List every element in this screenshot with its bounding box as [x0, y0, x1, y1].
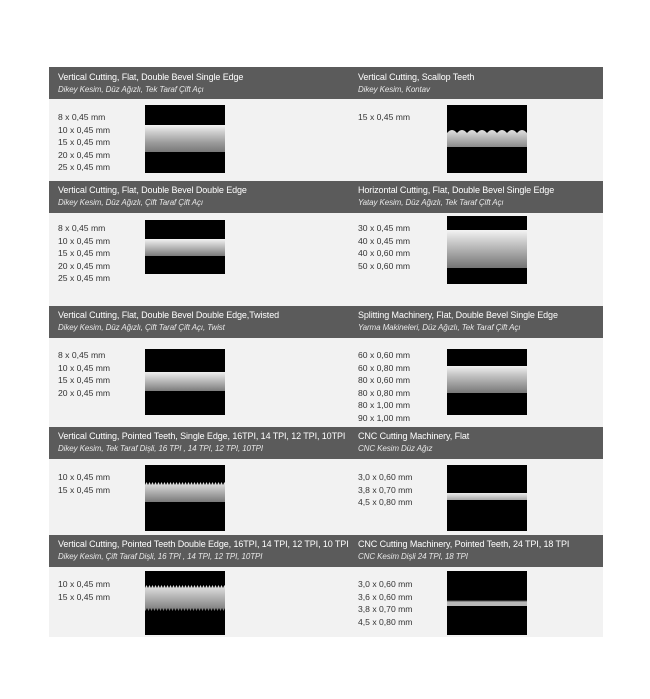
section-subtitle: Dikey Kesim, Düz Ağızlı, Çift Taraf Çift Açı, Twist	[58, 323, 225, 332]
size-item: 3,0 x 0,60 mm	[358, 579, 413, 589]
blade-strip	[145, 125, 225, 152]
size-item: 10 x 0,45 mm	[58, 579, 111, 589]
size-item: 4,5 x 0,80 mm	[358, 497, 413, 508]
section-title: Vertical Cutting, Scallop Teeth	[358, 72, 475, 82]
blade-image	[447, 465, 527, 531]
section-subtitle: Dikey Kesim, Düz Ağızlı, Çift Taraf Çift Açı	[58, 198, 203, 207]
blade-image	[145, 465, 225, 531]
size-list	[58, 111, 110, 174]
size-item: 3,6 x 0,60 mm	[358, 591, 413, 602]
section-subtitle: CNC Kesim Dişli 24 TPI, 18 TPI	[358, 552, 468, 561]
toothed-blade	[145, 465, 225, 531]
size-list	[58, 578, 110, 603]
size-item: 3,8 x 0,70 mm	[358, 604, 413, 615]
toothed-blade	[145, 571, 225, 635]
section-subtitle: CNC Kesim Düz Ağız	[358, 444, 433, 453]
size-item: 25 x 0,45 mm	[58, 273, 111, 284]
blade-strip	[447, 230, 527, 268]
section-title: Vertical Cutting, Pointed Teeth, Single Edge, 16TPI, 14 TPI, 12 TPI, 10TPI	[58, 431, 346, 441]
size-item: 30 x 0,45 mm	[358, 223, 411, 233]
scallop-blade	[447, 105, 527, 173]
blade-strip	[145, 372, 225, 391]
size-item: 10 x 0,45 mm	[58, 472, 111, 482]
size-item: 8 x 0,45 mm	[58, 112, 106, 122]
blade-image	[145, 220, 225, 274]
size-item: 15 x 0,45 mm	[58, 375, 111, 386]
size-item: 15 x 0,45 mm	[58, 248, 111, 259]
size-item: 80 x 0,60 mm	[358, 375, 411, 386]
blade-strip	[447, 493, 527, 500]
size-item: 20 x 0,45 mm	[58, 387, 111, 398]
size-item: 20 x 0,45 mm	[58, 260, 111, 271]
size-item: 60 x 0,60 mm	[358, 350, 411, 360]
size-item: 40 x 0,60 mm	[358, 248, 411, 259]
size-item: 60 x 0,80 mm	[358, 362, 411, 373]
size-item: 25 x 0,45 mm	[58, 162, 111, 173]
blade-image	[447, 105, 527, 173]
section-title: Vertical Cutting, Flat, Double Bevel Single Edge	[58, 72, 244, 82]
size-item: 4,5 x 0,80 mm	[358, 616, 413, 627]
size-item: 15 x 0,45 mm	[58, 484, 111, 495]
blade-image	[145, 349, 225, 415]
section-subtitle: Yatay Kesim, Düz Ağızlı, Tek Taraf Çift Açı	[358, 198, 504, 207]
section-subtitle: Dikey Kesim, Kontav	[358, 85, 430, 94]
size-item: 15 x 0,45 mm	[358, 112, 411, 122]
size-item: 8 x 0,45 mm	[58, 223, 106, 233]
size-item: 10 x 0,45 mm	[58, 124, 111, 135]
section-title: Vertical Cutting, Flat, Double Bevel Double Edge	[58, 185, 247, 195]
size-item: 8 x 0,45 mm	[58, 350, 106, 360]
section-title: Splitting Machinery, Flat, Double Bevel Single Edge	[358, 310, 558, 320]
section-subtitle: Dikey Kesim, Çift Taraf Dişli, 16 TPI , 14 TPI, 12 TPI, 10TPI	[58, 552, 263, 561]
toothed-blade	[447, 571, 527, 635]
section-title: Horizontal Cutting, Flat, Double Bevel Single Edge	[358, 185, 555, 195]
size-item: 10 x 0,45 mm	[58, 235, 111, 246]
size-item: 80 x 0,80 mm	[358, 387, 411, 398]
section-subtitle: Yarma Makineleri, Düz Ağızlı, Tek Taraf Çift Açı	[358, 323, 521, 332]
size-item: 40 x 0,45 mm	[358, 235, 411, 246]
size-list	[58, 222, 110, 285]
blade-strip	[447, 366, 527, 393]
size-list	[58, 471, 110, 496]
size-item: 80 x 1,00 mm	[358, 400, 411, 411]
section-title: CNC Cutting Machinery, Pointed Teeth, 24 TPI, 18 TPI	[358, 539, 570, 549]
size-item: 20 x 0,45 mm	[58, 149, 111, 160]
blade-image	[447, 216, 527, 284]
size-item: 15 x 0,45 mm	[58, 591, 111, 602]
blade-image	[145, 105, 225, 173]
section-subtitle: Dikey Kesim, Tek Taraf Dişli, 16 TPI , 14 TPI, 12 TPI, 10TPI	[58, 444, 264, 453]
size-item: 50 x 0,60 mm	[358, 260, 411, 271]
size-item: 10 x 0,45 mm	[58, 362, 111, 373]
size-list	[358, 111, 410, 124]
product-catalog-panel	[49, 67, 603, 637]
size-item: 15 x 0,45 mm	[58, 137, 111, 148]
blade-image	[447, 571, 527, 635]
size-list	[358, 222, 410, 272]
size-list	[58, 349, 110, 399]
section-title: Vertical Cutting, Flat, Double Bevel Double Edge,Twisted	[58, 310, 280, 320]
blade-strip	[145, 239, 225, 256]
blade-image	[447, 349, 527, 415]
section-subtitle: Dikey Kesim, Düz Ağızlı, Tek Taraf Çift Açı	[58, 85, 204, 94]
size-list	[358, 349, 410, 425]
size-item: 3,0 x 0,60 mm	[358, 472, 413, 482]
size-item: 3,8 x 0,70 mm	[358, 484, 413, 495]
blade-image	[145, 571, 225, 635]
section-title: Vertical Cutting, Pointed Teeth Double Edge, 16TPI, 14 TPI, 12 TPI, 10 TPI	[58, 539, 349, 549]
size-item: 90 x 1,00 mm	[358, 412, 411, 423]
size-list	[358, 578, 412, 628]
size-list	[358, 471, 412, 509]
section-title: CNC Cutting Machinery, Flat	[358, 431, 470, 441]
